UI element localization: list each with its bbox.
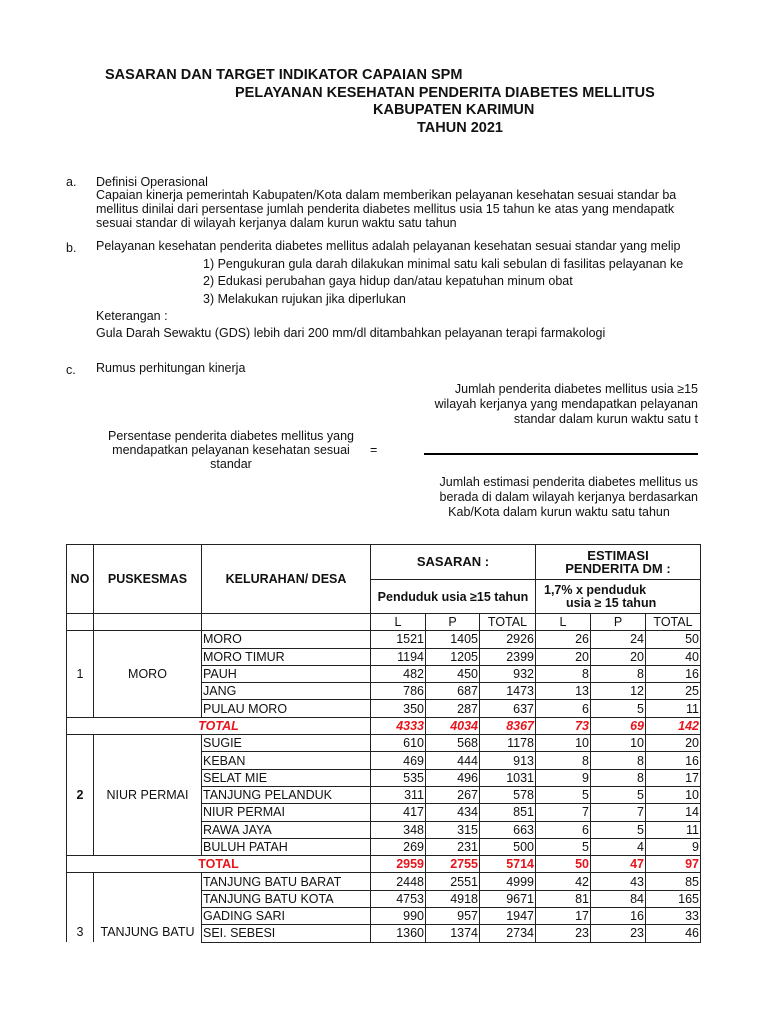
desa-name: MORO TIMUR — [202, 648, 371, 665]
estimasi-l: 10 — [536, 735, 591, 752]
estimasi-total: 165 — [646, 890, 701, 907]
estimasi-total: 16 — [646, 752, 701, 769]
total-row — [67, 717, 701, 734]
estimasi-p: 8 — [591, 752, 646, 769]
formula-lhs-line-2: mendapatkan pelayanan kesehatan sesuai — [112, 443, 350, 457]
section-b-item-2: 2) Edukasi perubahan gaya hidup dan/atau kepatuhan minum obat — [203, 274, 573, 288]
header-kelurahan: KELURAHAN/ DESA — [202, 545, 371, 614]
fraction-line — [424, 453, 698, 455]
section-b-item-1: 1) Pengukuran gula darah dilakukan minimal satu kali sebulan di fasilitas pelayanan ke — [203, 257, 684, 271]
estimasi-p: 7 — [591, 804, 646, 821]
section-a-line-1: Capaian kinerja pemerintah Kabupaten/Kota dalam memberikan pelayanan kesehatan sesuai standar ba — [96, 188, 677, 202]
group-no: 1 — [67, 631, 94, 717]
estimasi-total: 85 — [646, 873, 701, 890]
total-sasaran-p: 4034 — [426, 717, 480, 734]
title-line-3: KABUPATEN KARIMUN — [373, 102, 535, 118]
desa-name: SEI. SEBESI — [202, 925, 371, 942]
formula-lhs-line-1: Persentase penderita diabetes mellitus yang — [108, 429, 354, 443]
desa-name: TANJUNG BATU BARAT — [202, 873, 371, 890]
total-estimasi-l: 73 — [536, 717, 591, 734]
estimasi-l: 5 — [536, 838, 591, 855]
sasaran-p: 450 — [426, 665, 480, 682]
sasaran-p: 444 — [426, 752, 480, 769]
sasaran-table — [66, 544, 701, 943]
sasaran-total: 1178 — [480, 735, 536, 752]
estimasi-l: 6 — [536, 700, 591, 717]
table-row — [67, 873, 701, 890]
estimasi-l: 8 — [536, 752, 591, 769]
header-s-p: P — [426, 614, 480, 631]
estimasi-total: 40 — [646, 648, 701, 665]
sasaran-l: 1360 — [371, 925, 426, 942]
total-sasaran-total: 8367 — [480, 717, 536, 734]
header-e-p: P — [591, 614, 646, 631]
estimasi-l: 42 — [536, 873, 591, 890]
formula-denominator-line-3: Kab/Kota dalam kurun waktu satu tahun — [448, 505, 670, 519]
sasaran-p: 1205 — [426, 648, 480, 665]
total-label: TOTAL — [67, 856, 371, 873]
desa-name: SUGIE — [202, 735, 371, 752]
sasaran-p: 1405 — [426, 631, 480, 648]
total-estimasi-total: 97 — [646, 856, 701, 873]
estimasi-total: 17 — [646, 769, 701, 786]
estimasi-l: 23 — [536, 925, 591, 942]
desa-name: MORO — [202, 631, 371, 648]
sasaran-l: 417 — [371, 804, 426, 821]
sasaran-p: 434 — [426, 804, 480, 821]
estimasi-total: 11 — [646, 821, 701, 838]
sasaran-p: 315 — [426, 821, 480, 838]
sasaran-p: 267 — [426, 786, 480, 803]
sasaran-p: 1374 — [426, 925, 480, 942]
estimasi-p: 23 — [591, 925, 646, 942]
estimasi-total: 25 — [646, 683, 701, 700]
sasaran-total: 9671 — [480, 890, 536, 907]
estimasi-p: 12 — [591, 683, 646, 700]
estimasi-l: 6 — [536, 821, 591, 838]
section-b-item-3: 3) Melakukan rujukan jika diperlukan — [203, 292, 406, 306]
header-formula — [536, 580, 701, 614]
sasaran-total: 2399 — [480, 648, 536, 665]
sasaran-total: 4999 — [480, 873, 536, 890]
section-b-marker: b. — [66, 241, 77, 255]
section-a-line-3: sesuai standar di wilayah kerjanya dalam kurun waktu satu tahun — [96, 216, 457, 230]
title-line-1: SASARAN DAN TARGET INDIKATOR CAPAIAN SPM — [105, 67, 463, 83]
sasaran-p: 957 — [426, 908, 480, 925]
estimasi-l: 17 — [536, 908, 591, 925]
header-e-total: TOTAL — [646, 614, 701, 631]
header-s-total: TOTAL — [480, 614, 536, 631]
formula-denominator-line-1: Jumlah estimasi penderita diabetes mellitus us — [439, 475, 698, 489]
estimasi-p: 43 — [591, 873, 646, 890]
desa-name: BULUH PATAH — [202, 838, 371, 855]
total-estimasi-l: 50 — [536, 856, 591, 873]
desa-name: RAWA JAYA — [202, 821, 371, 838]
group-no: 3 — [67, 873, 94, 942]
total-sasaran-l: 4333 — [371, 717, 426, 734]
estimasi-total: 9 — [646, 838, 701, 855]
sasaran-p: 687 — [426, 683, 480, 700]
header-puskesmas: PUSKESMAS — [94, 545, 202, 614]
estimasi-l: 5 — [536, 786, 591, 803]
sasaran-total: 637 — [480, 700, 536, 717]
sasaran-l: 535 — [371, 769, 426, 786]
sasaran-l: 469 — [371, 752, 426, 769]
estimasi-total: 11 — [646, 700, 701, 717]
sasaran-l: 350 — [371, 700, 426, 717]
section-c-heading: Rumus perhitungan kinerja — [96, 361, 246, 375]
estimasi-p: 24 — [591, 631, 646, 648]
sasaran-total: 932 — [480, 665, 536, 682]
sasaran-p: 568 — [426, 735, 480, 752]
desa-name: SELAT MIE — [202, 769, 371, 786]
header-formula-line-2: usia ≥ 15 tahun — [566, 595, 657, 610]
sasaran-l: 610 — [371, 735, 426, 752]
desa-name: GADING SARI — [202, 908, 371, 925]
desa-name: JANG — [202, 683, 371, 700]
total-row — [67, 856, 701, 873]
sasaran-l: 2448 — [371, 873, 426, 890]
table-row — [67, 631, 701, 648]
estimasi-l: 26 — [536, 631, 591, 648]
header-penduduk: Penduduk usia ≥15 tahun — [371, 580, 536, 614]
header-sasaran: SASARAN : — [371, 545, 536, 580]
total-sasaran-p: 2755 — [426, 856, 480, 873]
sasaran-total: 663 — [480, 821, 536, 838]
sasaran-p: 2551 — [426, 873, 480, 890]
desa-name: TANJUNG PELANDUK — [202, 786, 371, 803]
estimasi-l: 20 — [536, 648, 591, 665]
estimasi-p: 5 — [591, 786, 646, 803]
header-estimasi-line-2: PENDERITA DM : — [565, 561, 671, 576]
estimasi-p: 8 — [591, 665, 646, 682]
estimasi-total: 33 — [646, 908, 701, 925]
sasaran-l: 990 — [371, 908, 426, 925]
sasaran-l: 348 — [371, 821, 426, 838]
note-label: Keterangan : — [96, 309, 168, 323]
estimasi-total: 46 — [646, 925, 701, 942]
total-sasaran-l: 2959 — [371, 856, 426, 873]
group-puskesmas: TANJUNG BATU — [94, 873, 202, 942]
note-text: Gula Darah Sewaktu (GDS) lebih dari 200 mm/dl ditambahkan pelayanan terapi farmakologi — [96, 326, 606, 340]
sasaran-p: 231 — [426, 838, 480, 855]
formula-numerator-line-3: standar dalam kurun waktu satu t — [513, 412, 698, 426]
header-e-l: L — [536, 614, 591, 631]
formula-lhs-line-3: standar — [210, 457, 252, 471]
sasaran-total: 1473 — [480, 683, 536, 700]
sasaran-total: 851 — [480, 804, 536, 821]
section-b-heading: Pelayanan kesehatan penderita diabetes mellitus adalah pelayanan kesehatan sesuai standar yang melip — [96, 239, 681, 253]
sasaran-total: 578 — [480, 786, 536, 803]
section-a-line-2: mellitus dinilai dari persentase jumlah penderita diabetes mellitus usia 15 tahun ke atas yang mendapatk — [96, 202, 675, 216]
sasaran-l: 1521 — [371, 631, 426, 648]
formula-denominator-line-2: berada di dalam wilayah kerjanya berdasarkan — [439, 490, 698, 504]
estimasi-p: 20 — [591, 648, 646, 665]
group-puskesmas: NIUR PERMAI — [94, 735, 202, 856]
formula-numerator-line-1: Jumlah penderita diabetes mellitus usia ≥15 — [454, 382, 698, 396]
total-sasaran-total: 5714 — [480, 856, 536, 873]
sasaran-l: 1194 — [371, 648, 426, 665]
sasaran-l: 4753 — [371, 890, 426, 907]
estimasi-p: 10 — [591, 735, 646, 752]
sasaran-total: 2734 — [480, 925, 536, 942]
sasaran-p: 4918 — [426, 890, 480, 907]
section-a-heading: Definisi Operasional — [96, 175, 208, 189]
desa-name: TANJUNG BATU KOTA — [202, 890, 371, 907]
estimasi-l: 8 — [536, 665, 591, 682]
sasaran-l: 786 — [371, 683, 426, 700]
estimasi-l: 7 — [536, 804, 591, 821]
total-label: TOTAL — [67, 717, 371, 734]
total-estimasi-p: 47 — [591, 856, 646, 873]
title-line-4: TAHUN 2021 — [417, 120, 503, 136]
desa-name: PULAU MORO — [202, 700, 371, 717]
sasaran-total: 1947 — [480, 908, 536, 925]
sasaran-p: 287 — [426, 700, 480, 717]
header-no: NO — [67, 545, 94, 614]
estimasi-total: 14 — [646, 804, 701, 821]
section-a-marker: a. — [66, 175, 77, 189]
estimasi-l: 9 — [536, 769, 591, 786]
estimasi-p: 4 — [591, 838, 646, 855]
header-estimasi-line-1: ESTIMASI — [587, 548, 649, 563]
sasaran-total: 1031 — [480, 769, 536, 786]
desa-name: KEBAN — [202, 752, 371, 769]
header-blank-no — [67, 614, 94, 631]
estimasi-p: 8 — [591, 769, 646, 786]
estimasi-total: 10 — [646, 786, 701, 803]
estimasi-total: 20 — [646, 735, 701, 752]
desa-name: PAUH — [202, 665, 371, 682]
header-blank-kelurahan — [202, 614, 371, 631]
estimasi-l: 13 — [536, 683, 591, 700]
sasaran-l: 311 — [371, 786, 426, 803]
sasaran-total: 500 — [480, 838, 536, 855]
estimasi-p: 5 — [591, 821, 646, 838]
estimasi-p: 16 — [591, 908, 646, 925]
sasaran-l: 269 — [371, 838, 426, 855]
formula-numerator-line-2: wilayah kerjanya yang mendapatkan pelayanan — [434, 397, 698, 411]
sasaran-p: 496 — [426, 769, 480, 786]
estimasi-l: 81 — [536, 890, 591, 907]
formula-equals: = — [370, 443, 378, 457]
header-formula-line-1: 1,7% x penduduk — [544, 582, 647, 597]
estimasi-total: 16 — [646, 665, 701, 682]
estimasi-p: 84 — [591, 890, 646, 907]
total-estimasi-p: 69 — [591, 717, 646, 734]
group-puskesmas: MORO — [94, 631, 202, 717]
header-s-l: L — [371, 614, 426, 631]
estimasi-total: 50 — [646, 631, 701, 648]
desa-name: NIUR PERMAI — [202, 804, 371, 821]
sasaran-total: 2926 — [480, 631, 536, 648]
total-estimasi-total: 142 — [646, 717, 701, 734]
header-estimasi — [536, 545, 701, 580]
group-no: 2 — [67, 735, 94, 856]
sasaran-total: 913 — [480, 752, 536, 769]
title-line-2: PELAYANAN KESEHATAN PENDERITA DIABETES MELLITUS — [235, 85, 655, 101]
sasaran-l: 482 — [371, 665, 426, 682]
estimasi-p: 5 — [591, 700, 646, 717]
table-row — [67, 735, 701, 752]
section-c-marker: c. — [66, 363, 76, 377]
header-blank-puskesmas — [94, 614, 202, 631]
